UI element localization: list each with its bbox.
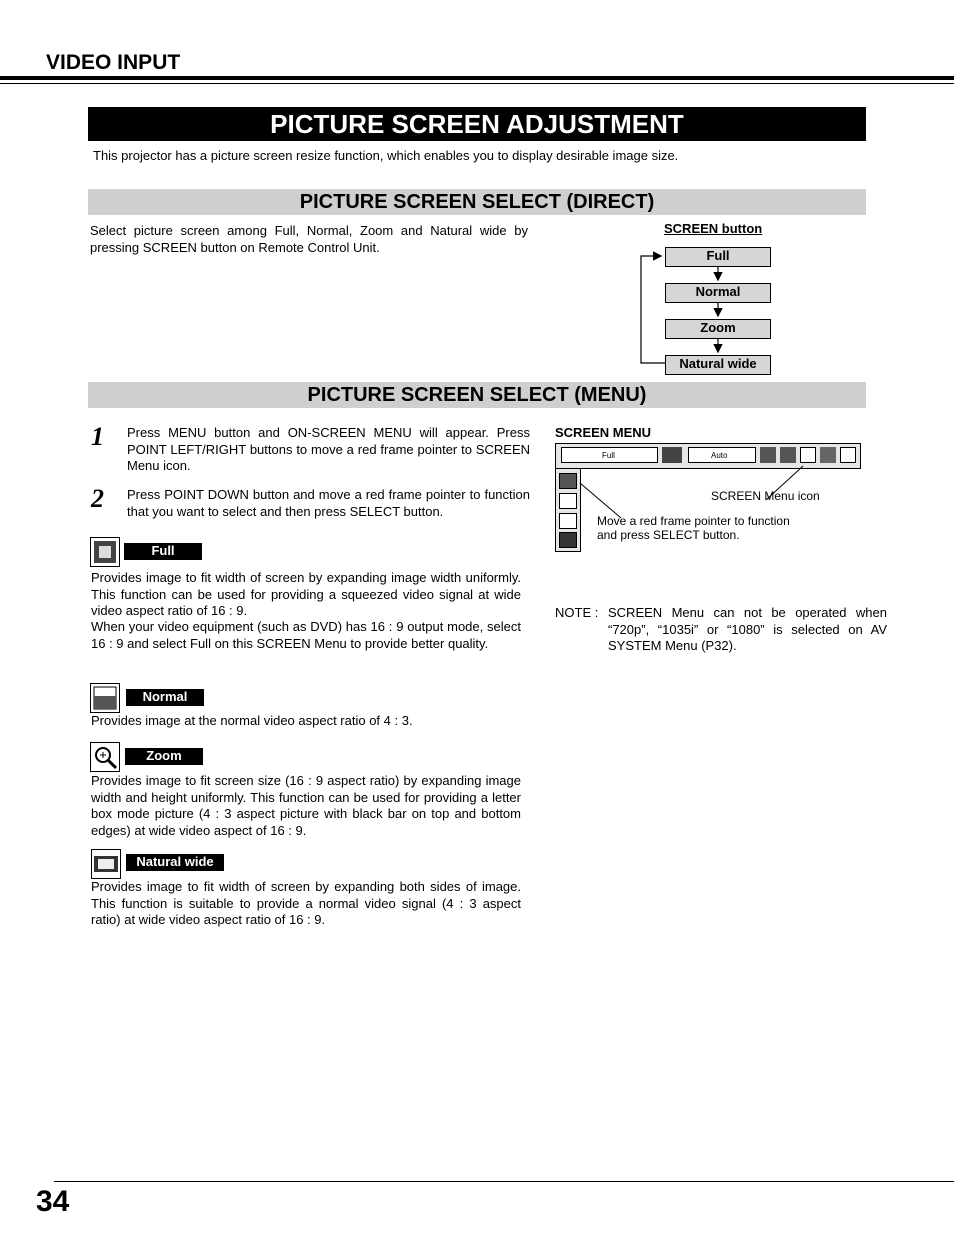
step-1-text: Press MENU button and ON-SCREEN MENU will appear. Press POINT LEFT/RIGHT buttons to move a red frame pointer to SCREEN Menu icon. (127, 425, 530, 473)
step-2-number: 2 (91, 484, 104, 513)
zoom-text: Provides image to fit screen size (16 : 9 aspect ratio) by expanding image width and height uniformly. This function can be used for providing a letter box mode picture (4 : 3 aspect picture with black bar on top and bottom edges) at wide video aspect of 16 : 9. (91, 773, 521, 838)
section-title: VIDEO INPUT (46, 51, 181, 74)
callout-icon-text: SCREEN Menu icon (711, 489, 820, 503)
flow-normal: Normal (665, 283, 771, 303)
page-title: PICTURE SCREEN ADJUSTMENT (88, 107, 866, 141)
natural-wide-icon (91, 849, 121, 879)
header-rule (0, 76, 954, 80)
zoom-label: Zoom (125, 748, 203, 765)
flow-arrows (630, 245, 780, 375)
direct-heading: PICTURE SCREEN SELECT (DIRECT) (88, 189, 866, 215)
callout-pointer-line1: Move a red frame pointer to function (597, 514, 790, 528)
screen-menu-title: SCREEN MENU (555, 425, 652, 440)
note-text: SCREEN Menu can not be operated when “720p”, “1035i” or “1080” is selected on AV SYSTEM Menu (P32). (608, 605, 887, 653)
zoom-screen-icon (90, 742, 120, 772)
normal-screen-icon (90, 683, 120, 713)
normal-text: Provides image at the normal video aspect ratio of 4 : 3. (91, 713, 413, 728)
flow-zoom: Zoom (665, 319, 771, 339)
menu-selected-value: Full (561, 447, 658, 463)
menu-mode-value: Auto (688, 447, 756, 463)
callout-pointer-line2: and press SELECT button. (597, 528, 740, 542)
note-label: NOTE : (555, 605, 599, 620)
full-text-2: When your video equipment (such as DVD) has 16 : 9 output mode, select 16 : 9 and select Full on this SCREEN Menu to provide better quality. (91, 619, 521, 651)
direct-text: Select picture screen among Full, Normal, Zoom and Natural wide by pressing SCREEN button on Remote Control Unit. (90, 223, 528, 255)
full-screen-icon (90, 537, 120, 567)
menu-heading: PICTURE SCREEN SELECT (MENU) (88, 382, 866, 408)
intro-text: This projector has a picture screen resize function, which enables you to display desirable image size. (93, 148, 679, 163)
flow-full: Full (665, 247, 771, 267)
flow-natural-wide: Natural wide (665, 355, 771, 375)
full-text-1: Provides image to fit width of screen by expanding image width uniformly. This function can be used for providing a squeezed video signal at wide video aspect ratio of 16 : 9. (91, 570, 521, 618)
natural-wide-text: Provides image to fit width of screen by expanding both sides of image. This function is suitable to provide a normal video signal (4 : 3 aspect ratio) at wide video aspect ratio of 16 : 9. (91, 879, 521, 927)
natural-wide-label: Natural wide (126, 854, 224, 871)
header-rule-thin (0, 83, 954, 84)
footer-rule (54, 1181, 954, 1182)
step-2-text: Press POINT DOWN button and move a red frame pointer to function that you want to select and then press SELECT button. (127, 487, 530, 519)
full-label: Full (124, 543, 202, 560)
flow-title: SCREEN button (664, 221, 763, 236)
page-number: 34 (36, 1185, 70, 1218)
step-1-number: 1 (91, 422, 104, 451)
normal-label: Normal (126, 689, 204, 706)
